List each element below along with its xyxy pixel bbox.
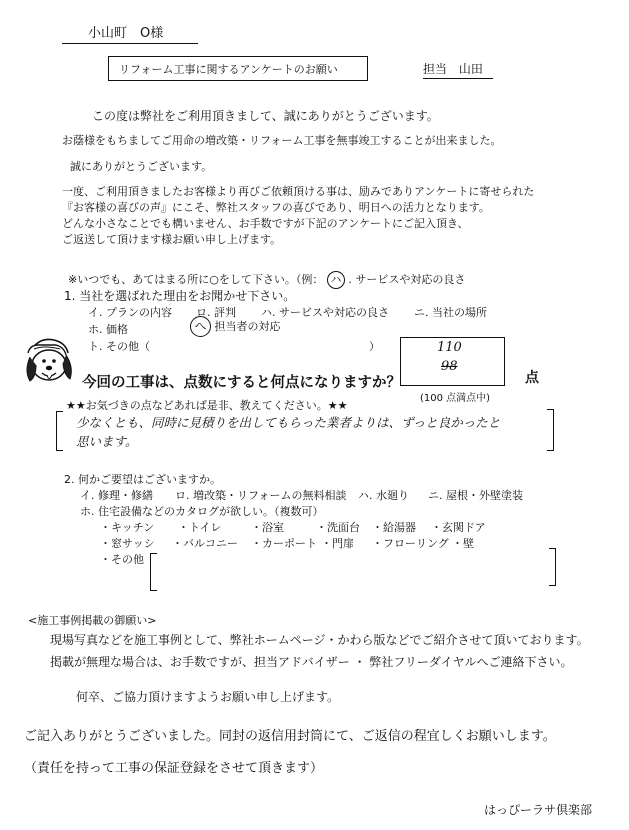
customer-name bbox=[62, 22, 198, 44]
instructions-example: . サービスや対応の良さ bbox=[348, 273, 466, 286]
q1-title: 1. 当社を選ばれた理由をお聞かせ下さい。 bbox=[64, 289, 296, 303]
catalog-other[interactable]: ・その他 bbox=[100, 553, 144, 566]
other-bracket-right bbox=[549, 548, 556, 586]
q1-option-ro[interactable]: ロ. 評判 bbox=[196, 306, 236, 319]
dog-mascot-illustration bbox=[22, 335, 78, 389]
q1-option-ho[interactable]: ホ. 価格 bbox=[88, 323, 128, 336]
q2-option-ho[interactable]: ホ. 住宅設備などのカタログが欲しい。（複数可） bbox=[80, 505, 324, 518]
example-circled-mark: ハ bbox=[327, 271, 345, 289]
comment-handwritten-line-2: 思います。 bbox=[76, 434, 138, 449]
q2-title: 2. 何かご要望はございますか。 bbox=[64, 473, 221, 486]
catalog-carport[interactable]: ・カーポート bbox=[251, 537, 317, 550]
q2-option-ha[interactable]: ハ. 水廻り bbox=[358, 489, 409, 502]
footer-thanks: ご記入ありがとうございました。同封の返信用封筒にて、ご返信の程宜しくお願いします。 bbox=[24, 729, 556, 744]
q2-option-ro[interactable]: ロ. 増改築・リフォームの無料相談 bbox=[175, 489, 347, 502]
company-name: はっぴーラサ倶楽部 bbox=[484, 803, 593, 817]
survey-title: リフォーム工事に関するアンケートのお願い bbox=[119, 63, 338, 76]
catalog-gate[interactable]: ・門扉 bbox=[321, 537, 354, 550]
catalog-window-sash[interactable]: ・窓サッシ bbox=[100, 537, 155, 550]
title-box bbox=[108, 56, 368, 81]
q1-option-to[interactable]: ト. その他（ bbox=[88, 340, 150, 353]
q1-option-he-label: 担当者の対応 bbox=[211, 320, 281, 333]
rep-label: 担当 bbox=[423, 62, 448, 76]
q1-option-i[interactable]: イ. プランの内容 bbox=[88, 306, 172, 319]
intro-line-2: お蔭様をもちましてご用命の増改築・リフォーム工事を無事竣工することが出来ました。 bbox=[62, 134, 502, 147]
score-question-text: 今回の工事は、点数にすると何点になりますか？ bbox=[82, 375, 401, 391]
score-max-note: (100 点満点中) bbox=[420, 393, 491, 404]
comment-bracket-right bbox=[547, 409, 554, 451]
catalog-flooring[interactable]: ・フローリング bbox=[372, 537, 449, 550]
catalog-washbasin[interactable]: ・洗面台 bbox=[316, 521, 360, 534]
q1-option-to-close: ） bbox=[369, 340, 380, 353]
intro-line-3: 誠にありがとうございます。 bbox=[70, 160, 213, 173]
publish-line-3: 何卒、ご協力頂けますようお願い申し上げます。 bbox=[76, 690, 340, 704]
score-box bbox=[400, 337, 505, 386]
q1-option-he-circled-mark: へ bbox=[190, 316, 211, 337]
rep-info bbox=[423, 60, 493, 79]
publish-heading: <施工事例掲載の御願い> bbox=[28, 614, 157, 627]
catalog-entrance-door[interactable]: ・玄関ドア bbox=[431, 521, 486, 534]
comment-prompt: ★★お気づきの点などあれば是非、教えてください。★★ bbox=[66, 399, 348, 412]
catalog-balcony[interactable]: ・バルコニー bbox=[172, 537, 238, 550]
footer-note: （責任を持って工事の保証登録をさせて頂きます） bbox=[24, 761, 324, 776]
intro-line-4: 一度、ご利用頂きましたお客様より再びご依頼頂ける事は、励みでありアンケートに寄せられた bbox=[62, 185, 535, 198]
comment-handwritten-line-1: 少なくとも、同時に見積りを出してもらった業者よりは、ずっと良かったと bbox=[76, 415, 501, 430]
intro-line-6: どんな小さなことでも構いません、お手数ですが下記のアンケートにご記入頂き、 bbox=[62, 217, 469, 230]
instructions-text: ※いつでも、あてはまる所に○をして下さい。（例： bbox=[68, 273, 324, 286]
q1-option-he[interactable] bbox=[190, 316, 281, 337]
catalog-kitchen[interactable]: ・キッチン bbox=[100, 521, 155, 534]
q1-option-ha[interactable]: ハ. サービスや対応の良さ bbox=[261, 306, 389, 319]
catalog-toilet[interactable]: ・トイレ bbox=[178, 521, 222, 534]
catalog-bathroom[interactable]: ・浴室 bbox=[251, 521, 284, 534]
publish-line-1: 現場写真などを施工事例として、弊社ホームページ・かわら版などでご紹介させて頂いております。 bbox=[50, 633, 589, 647]
comment-bracket-left bbox=[56, 411, 63, 451]
score-unit: 点 bbox=[525, 370, 539, 386]
rep-name: 山田 bbox=[458, 62, 483, 76]
intro-line-7: ご返送して頂けます様お願い申し上げます。 bbox=[62, 233, 282, 246]
q1-option-ni[interactable]: ニ. 当社の場所 bbox=[414, 306, 487, 319]
q2-option-i[interactable]: イ. 修理・修繕 bbox=[80, 489, 153, 502]
intro-line-5: 『お客様の喜びの声』にこそ、弊社スタッフの喜びであり、明日への活力となります。 bbox=[62, 201, 490, 214]
score-crossed-value: 98 bbox=[441, 359, 458, 374]
score-handwritten: 110 bbox=[437, 340, 462, 355]
catalog-water-heater[interactable]: ・給湯器 bbox=[372, 521, 416, 534]
catalog-wall[interactable]: ・壁 bbox=[452, 537, 474, 550]
q2-option-ni[interactable]: ニ. 屋根・外壁塗装 bbox=[428, 489, 523, 502]
intro-line-1: この度は弊社をご利用頂きまして、誠にありがとうございます。 bbox=[92, 109, 439, 123]
publish-line-2: 掲載が無理な場合は、お手数ですが、担当アドバイザー ・ 弊社フリーダイヤルへご連絡下さい。 bbox=[50, 655, 573, 669]
other-bracket-left bbox=[150, 553, 157, 591]
score-question bbox=[82, 371, 401, 392]
customer-name-text: 小山町 O様 bbox=[88, 26, 164, 41]
